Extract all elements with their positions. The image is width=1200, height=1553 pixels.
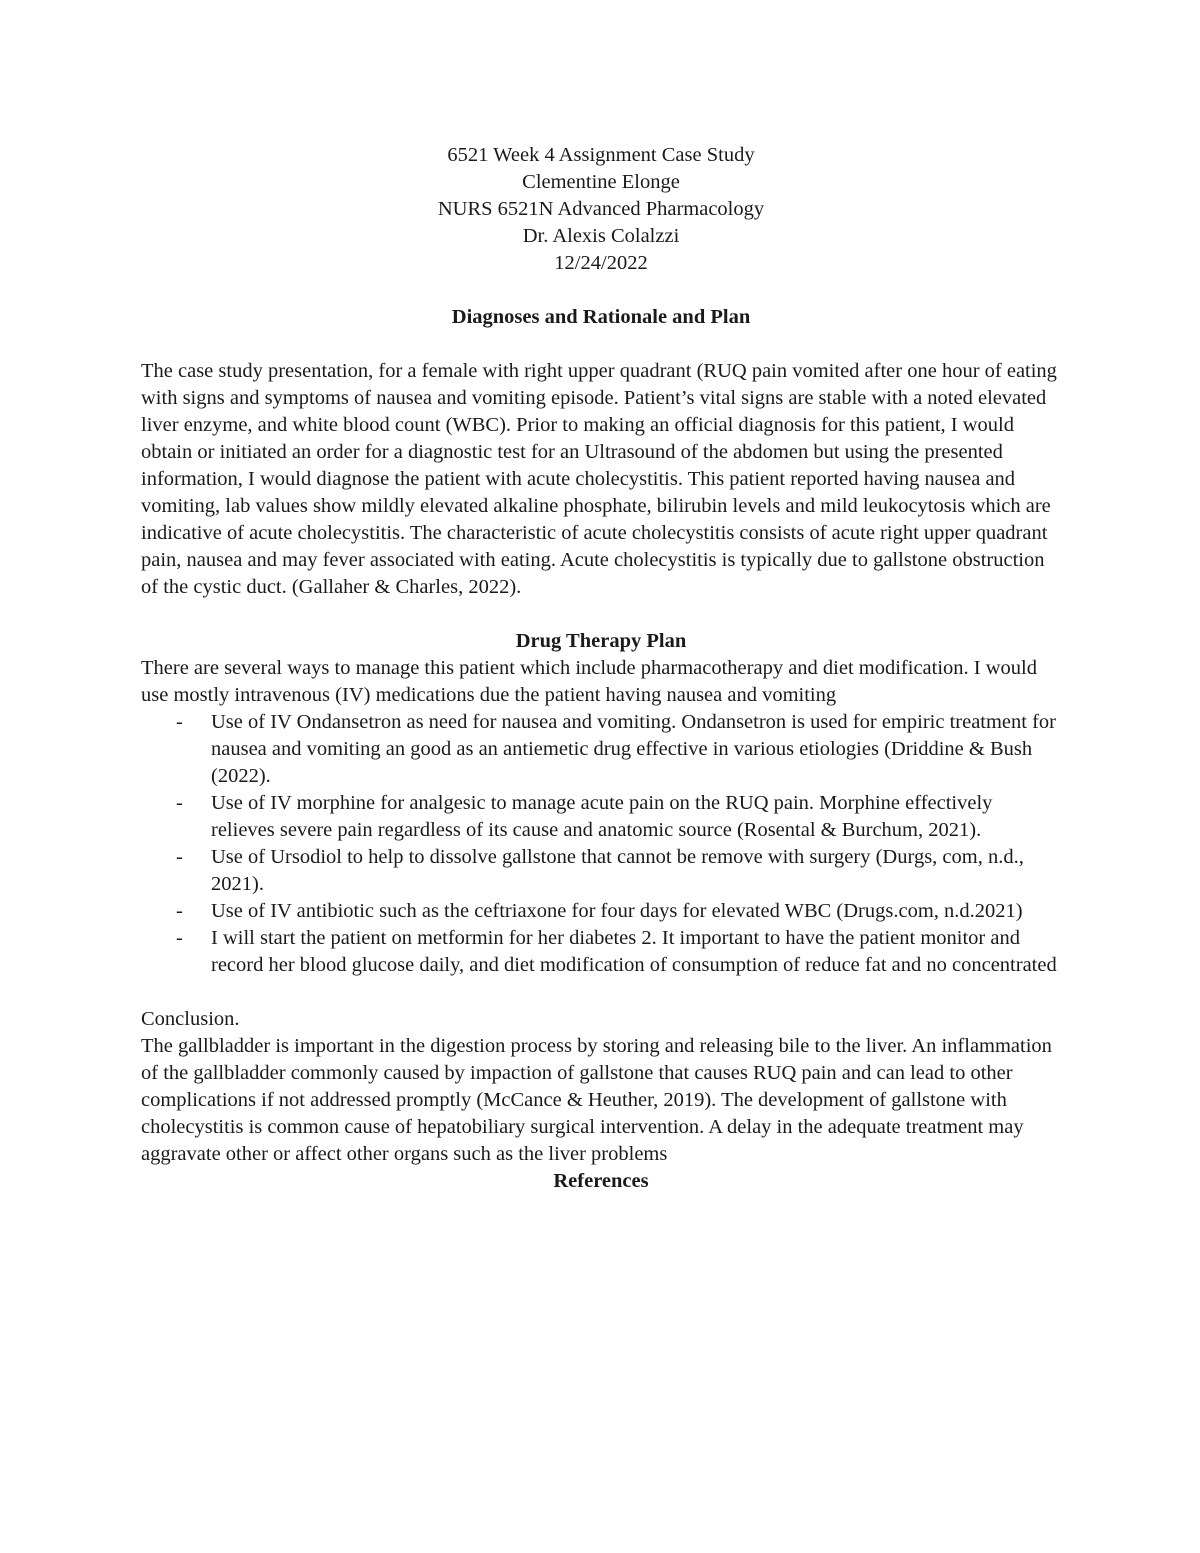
list-item: [141, 898, 1061, 925]
list-item-text: Use of IV antibiotic such as the ceftriaxone for four days for elevated WBC (Drugs.com, n.d.2021): [211, 900, 1023, 922]
assignment-title: 6521 Week 4 Assignment Case Study: [447, 144, 755, 166]
conclusion-label: Conclusion.: [141, 1008, 240, 1030]
bullet-dash: -: [176, 792, 183, 814]
bullet-dash: -: [176, 900, 183, 922]
list-item-text: Use of IV Ondansetron as need for nausea and vomiting. Ondansetron is used for empiric treatment for nausea and vomiting an good as an antiemetic drug effective in various etiologies (Driddine & Bush (2022).: [211, 711, 1057, 787]
list-item: [141, 790, 1061, 844]
document-date: 12/24/2022: [554, 252, 648, 274]
drug-therapy-list: [141, 709, 1061, 979]
list-item-text: Use of IV morphine for analgesic to manage acute pain on the RUQ pain. Morphine effectively relieves severe pain regardless of its cause and anatomic source (Rosental & Burchum, 2021).: [211, 792, 993, 841]
title-block: [141, 142, 1061, 277]
bullet-dash: -: [176, 846, 183, 868]
diagnoses-heading: Diagnoses and Rationale and Plan: [451, 306, 751, 328]
course-name: NURS 6521N Advanced Pharmacology: [437, 198, 765, 220]
references-heading: References: [553, 1170, 649, 1192]
author-name: Clementine Elonge: [522, 171, 680, 193]
instructor-name: Dr. Alexis Colalzzi: [522, 225, 680, 247]
document-page: [141, 142, 1061, 1195]
bullet-dash: -: [176, 711, 183, 733]
list-item: [141, 844, 1061, 898]
diagnoses-paragraph: The case study presentation, for a female with right upper quadrant (RUQ pain vomited after one hour of eating with signs and symptoms of nausea and vomiting episode. Patient’s vital signs are stable with a noted elevated liver enzyme, and white blood count (WBC). Prior to making an official diagnosis for this patient, I would obtain or initiated an order for a diagnostic test for an Ultrasound of the abdomen but using the presented information, I would diagnose the patient with acute cholecystitis. This patient reported having nausea and vomiting, lab values show mildly elevated alkaline phosphate, bilirubin levels and mild leukocytosis which are indicative of acute cholecystitis. The characteristic of acute cholecystitis consists of acute right upper quadrant pain, nausea and may fever associated with eating. Acute cholecystitis is typically due to gallstone obstruction of the cystic duct. (Gallaher & Charles, 2022).: [141, 360, 1057, 598]
bullet-dash: -: [176, 927, 183, 949]
list-item: [141, 925, 1061, 979]
list-item-text: I will start the patient on metformin for her diabetes 2. It important to have the patient monitor and record her blood glucose daily, and diet modification of consumption of reduce fat and no concentrated: [211, 927, 1057, 976]
list-item: [141, 709, 1061, 790]
conclusion-paragraph: The gallbladder is important in the digestion process by storing and releasing bile to the liver. An inflammation of the gallbladder commonly caused by impaction of gallstone that causes RUQ pain and can lead to other complications if not addressed promptly (McCance & Heuther, 2019). The development of gallstone with cholecystitis is common cause of hepatobiliary surgical intervention. A delay in the adequate treatment may aggravate other or affect other organs such as the liver problems: [141, 1035, 1052, 1165]
drug-therapy-intro: There are several ways to manage this patient which include pharmacotherapy and diet modification. I would use mostly intravenous (IV) medications due the patient having nausea and vomiting: [141, 657, 1037, 706]
list-item-text: Use of Ursodiol to help to dissolve gallstone that cannot be remove with surgery (Durgs, com, n.d., 2021).: [211, 846, 1024, 895]
drug-therapy-heading: Drug Therapy Plan: [515, 630, 687, 652]
